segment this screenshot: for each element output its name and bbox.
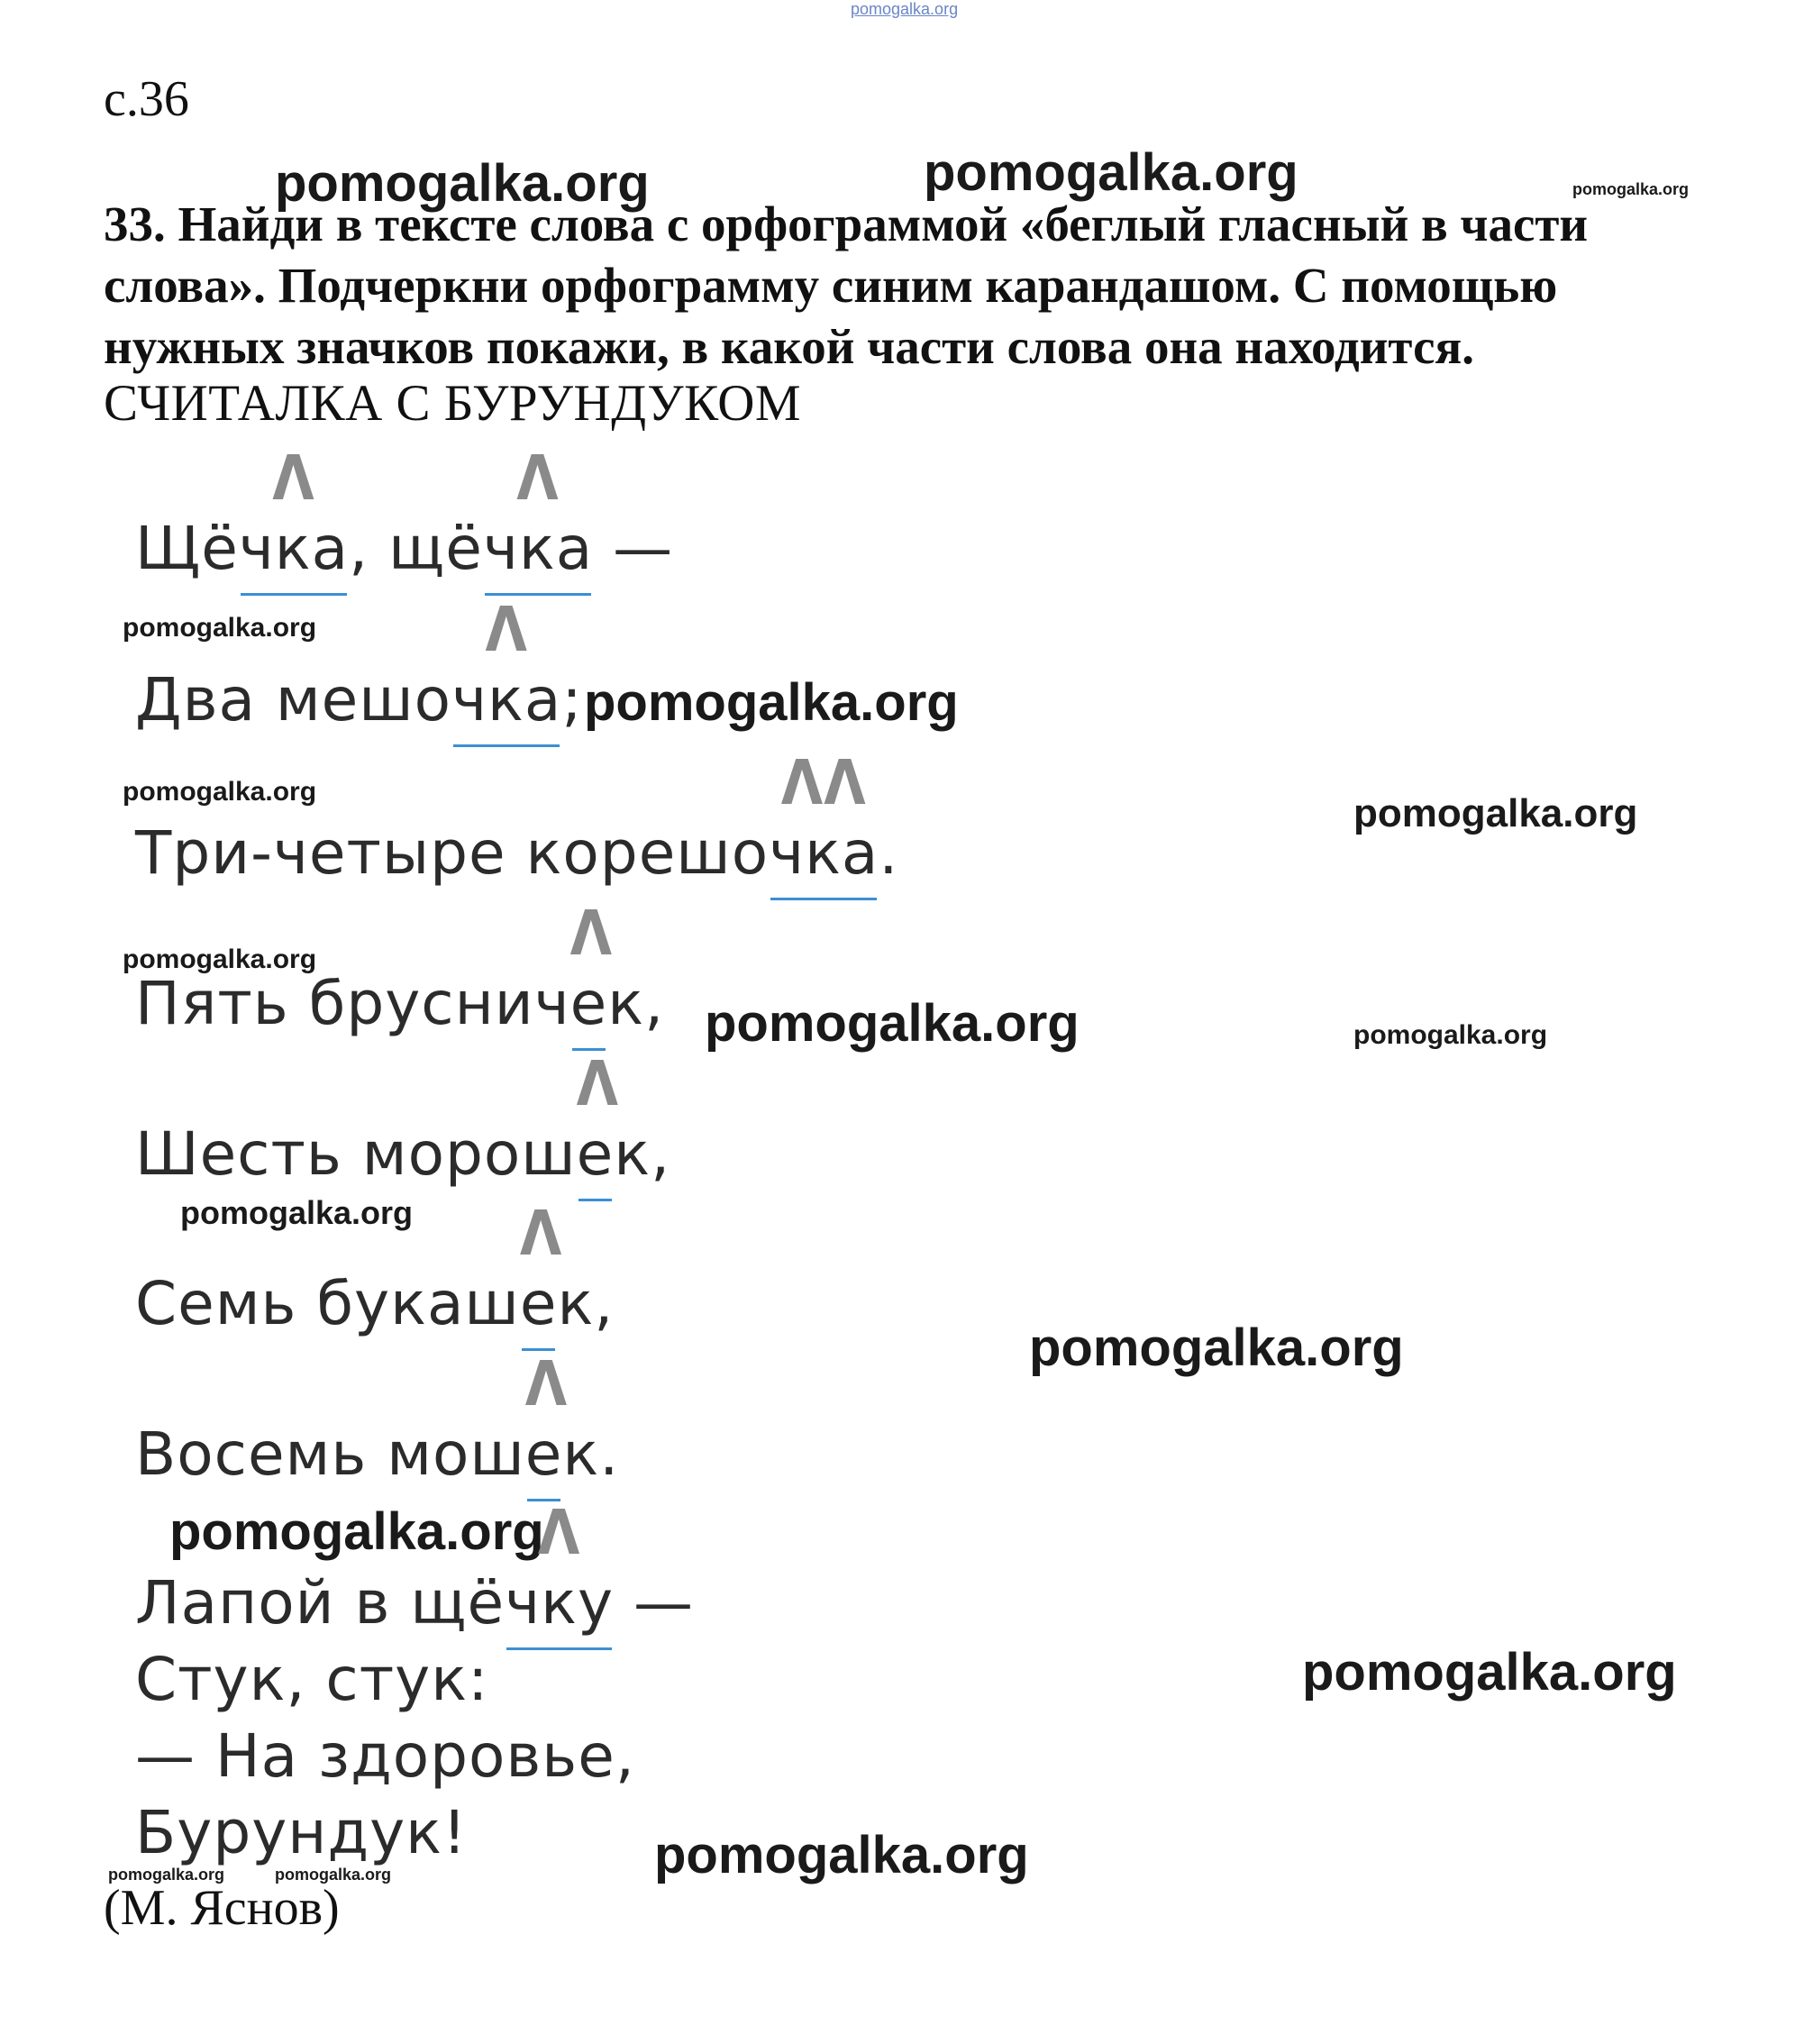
suffix-icon: Λ — [485, 593, 528, 667]
suffix-mark — [769, 746, 879, 888]
page-number: с.36 — [104, 71, 189, 127]
suffix-mark — [451, 593, 562, 735]
poem-line-1 — [135, 442, 674, 583]
line-text: — — [593, 514, 674, 583]
watermark-top: pomogalka.org — [851, 0, 959, 18]
poem-line-11: Бурундук! — [135, 1798, 468, 1867]
watermark: pomogalka.org — [275, 154, 650, 213]
vowel-part: е — [519, 1269, 558, 1338]
blue-underline — [453, 744, 560, 747]
poem-line-10: — На здоровье, — [135, 1721, 635, 1791]
line-text: Шесть морош — [135, 1119, 577, 1189]
suffix-icon: Λ — [524, 1347, 569, 1421]
watermark: pomogalka.org — [924, 143, 1298, 202]
suffix-part: чка — [451, 665, 562, 735]
suffix-icon: Λ — [576, 1047, 620, 1121]
poem-line-7 — [135, 1347, 620, 1489]
watermark: pomogalka.org — [584, 673, 959, 732]
line-text: Восемь мош — [135, 1419, 525, 1489]
watermark: pomogalka.org — [123, 777, 317, 807]
line-text: к, — [607, 969, 665, 1038]
watermark: pomogalka.org — [180, 1194, 414, 1231]
suffix-part: чка — [238, 514, 350, 583]
vowel-mark — [576, 1047, 620, 1189]
watermark: pomogalka.org — [123, 613, 317, 643]
suffix-mark — [482, 442, 594, 583]
blue-underline — [770, 898, 877, 900]
suffix-mark — [238, 442, 350, 583]
line-text: к. — [562, 1419, 620, 1489]
poem-line-5 — [135, 1047, 671, 1189]
watermark: pomogalka.org — [1029, 1319, 1404, 1377]
blue-underline — [579, 1199, 613, 1201]
watermark: pomogalka.org — [705, 994, 1080, 1053]
poem-title: СЧИТАЛКА С БУРУНДУКОМ — [104, 375, 802, 432]
vowel-part: е — [569, 969, 608, 1038]
vowel-mark — [569, 897, 614, 1038]
suffix-icon: Λ — [519, 1197, 563, 1271]
line-text: Лапой в щё — [135, 1568, 506, 1638]
watermark: pomogalka.org — [1353, 1020, 1548, 1050]
double-suffix-icon: ΛΛ — [780, 746, 867, 820]
suffix-icon: Λ — [569, 897, 614, 971]
suffix-part: чка — [482, 514, 594, 583]
watermark: pomogalka.org — [1353, 791, 1638, 835]
watermark: pomogalka.org — [275, 1866, 392, 1884]
line-text: ; — [561, 665, 583, 735]
watermark: pomogalka.org — [1572, 180, 1690, 198]
line-text: . — [879, 818, 899, 888]
watermark: pomogalka.org — [169, 1502, 544, 1561]
suffix-part: чку — [505, 1568, 615, 1638]
line-text: Пять бруснич — [135, 969, 570, 1038]
line-text: Три-четыре корешо — [135, 818, 770, 888]
author: (М. Яснов) — [104, 1880, 340, 1936]
suffix-icon: Λ — [537, 1496, 581, 1570]
line-text: Щё — [135, 514, 239, 583]
watermark: pomogalka.org — [1302, 1643, 1677, 1702]
blue-underline — [506, 1647, 612, 1650]
vowel-part: е — [576, 1119, 615, 1189]
line-text: Два мешо — [135, 665, 452, 735]
line-text: к, — [614, 1119, 671, 1189]
watermark: pomogalka.org — [108, 1866, 225, 1884]
suffix-icon: Λ — [272, 442, 315, 516]
line-text: — — [614, 1568, 695, 1638]
suffix-icon: Λ — [516, 442, 560, 516]
vowel-part: е — [524, 1419, 563, 1489]
suffix-part: чка — [769, 818, 879, 888]
vowel-mark — [524, 1347, 569, 1489]
line-text: к, — [557, 1269, 615, 1338]
line-text: Семь букаш — [135, 1269, 520, 1338]
suffix-mark — [505, 1496, 615, 1638]
watermark: pomogalka.org — [123, 944, 317, 974]
watermark: pomogalka.org — [654, 1826, 1029, 1884]
line-text: , щё — [349, 514, 483, 583]
vowel-mark — [519, 1197, 563, 1338]
blue-underline — [241, 593, 347, 596]
task-text: 33. Найди в тексте слова с орфограммой «беглый гласный в части слова». Подчеркни орфограмму синим карандашом. С помощью нужных значков покажи, в какой части слова она находится. — [104, 196, 1589, 374]
poem-line-9: Стук, стук: — [135, 1645, 489, 1714]
